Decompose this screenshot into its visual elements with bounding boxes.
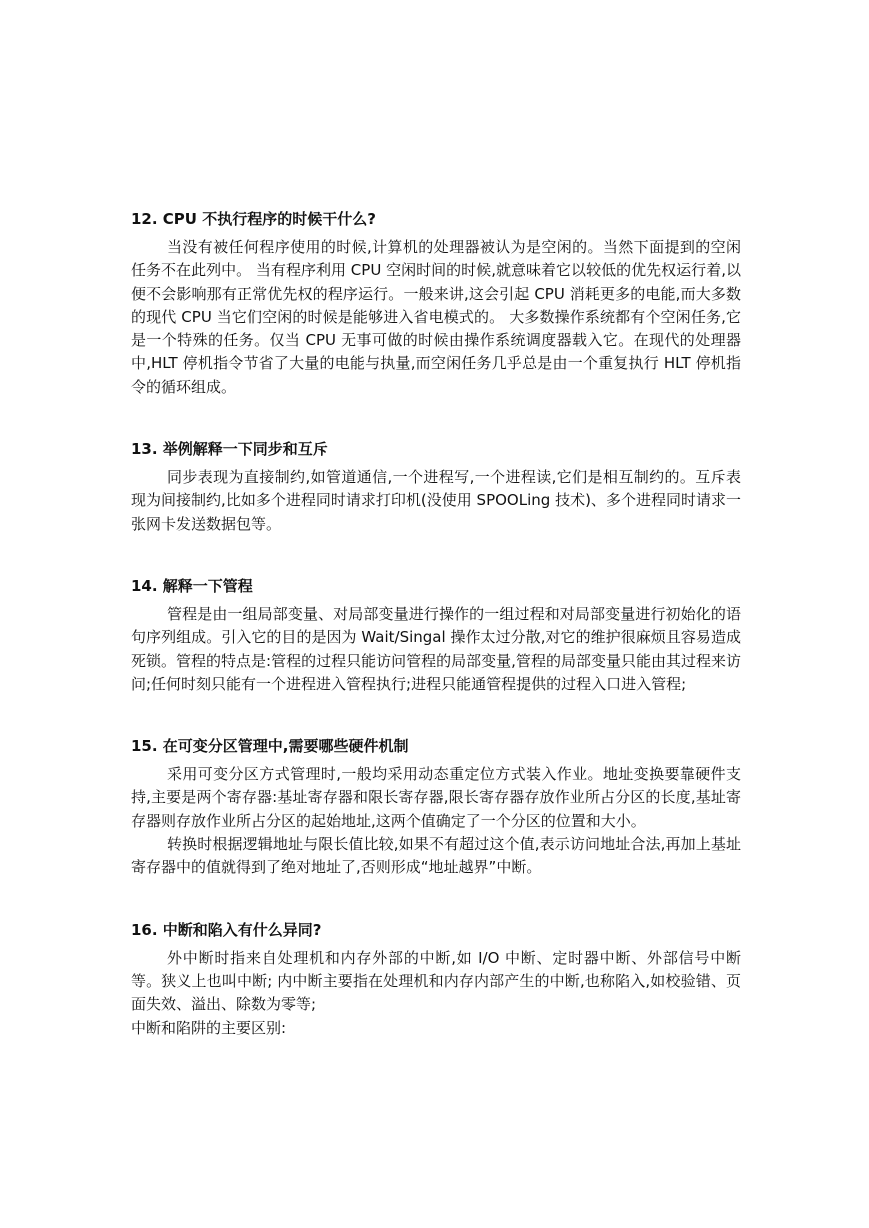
section-gap: [131, 696, 741, 735]
section-heading: 12. CPU 不执行程序的时候干什么?: [131, 210, 376, 228]
paragraph: 当没有被任何程序使用的时候,计算机的处理器被认为是空闲的。当然下面提到的空闲任务不在此列中。 当有程序利用 CPU 空闲时间的时候,就意味着它以较低的优先权运行着,以便不会影响那有正常优先权的程序运行。一般来讲,这会引起 CPU 消耗更多的电能,而大多数的现代 CPU 当它们空闲的时候是能够进入省电模式的。 大多数操作系统都有个空闲任务,它是一个特殊的任务。仅当 CPU 无事可做的时候由操作系统调度器载入它。在现代的处理器中,HLT 停机指令节省了大量的电能与执量,而空闲任务几乎总是由一个重复执行 HLT 停机指令的循环组成。: [131, 238, 741, 396]
section-12: [131, 208, 741, 399]
section-heading: 16. 中断和陷入有什么异同?: [131, 920, 322, 939]
paragraph: 同步表现为直接制约,如管道通信,一个进程写,一个进程读,它们是相互制约的。互斥表现为间接制约,比如多个进程同时请求打印机(没使用 SPOOLing 技术)、多个进程同时请求一张网卡发送数据包等。: [131, 468, 741, 533]
section-14: [131, 575, 741, 696]
section-heading: 14. 解释一下管程: [131, 576, 253, 595]
paragraph: 采用可变分区方式管理时,一般均采用动态重定位方式装入作业。地址变换要靠硬件支持,主要是两个寄存器:基址寄存器和限长寄存器,限长寄存器存放作业所占分区的长度,基址寄存器则存放作业所占分区的起始地址,这两个值确定了一个分区的位置和大小。: [131, 765, 741, 830]
paragraph: 管程是由一组局部变量、对局部变量进行操作的一组过程和对局部变量进行初始化的语句序列组成。引入它的目的是因为 Wait/Singal 操作太过分散,对它的维护很麻烦且容易造成死锁。管程的特点是:管程的过程只能访问管程的局部变量,管程的局部变量只能由其过程来访问;任何时刻只能有一个进程进入管程执行;进程只能通管程提供的过程入口进入管程;: [131, 604, 741, 693]
section-gap: [131, 536, 741, 575]
paragraph-trailing-line: 中断和陷阱的主要区别:: [131, 1018, 287, 1037]
section-16: [131, 919, 741, 1040]
section-13: [131, 438, 741, 536]
document-page: [131, 208, 741, 1040]
paragraph: 外中断时指来自处理机和内存外部的中断,如 I/O 中断、定时器中断、外部信号中断等。狭义上也叫中断; 内中断主要指在处理机和内存内部产生的中断,也称陷入,如校验错、页面失效、溢出、除数为零等;: [131, 948, 741, 1014]
section-gap: [131, 399, 741, 438]
section-heading: 15. 在可变分区管理中,需要哪些硬件机制: [131, 737, 409, 756]
section-heading: 13. 举例解释一下同步和互斥: [131, 440, 328, 459]
section-gap: [131, 880, 741, 919]
section-15: [131, 735, 741, 879]
paragraph: 转换时根据逻辑地址与限长值比较,如果不有超过这个值,表示访问地址合法,再加上基址寄存器中的值就得到了绝对地址了,否则形成“地址越界”中断。: [131, 835, 741, 877]
